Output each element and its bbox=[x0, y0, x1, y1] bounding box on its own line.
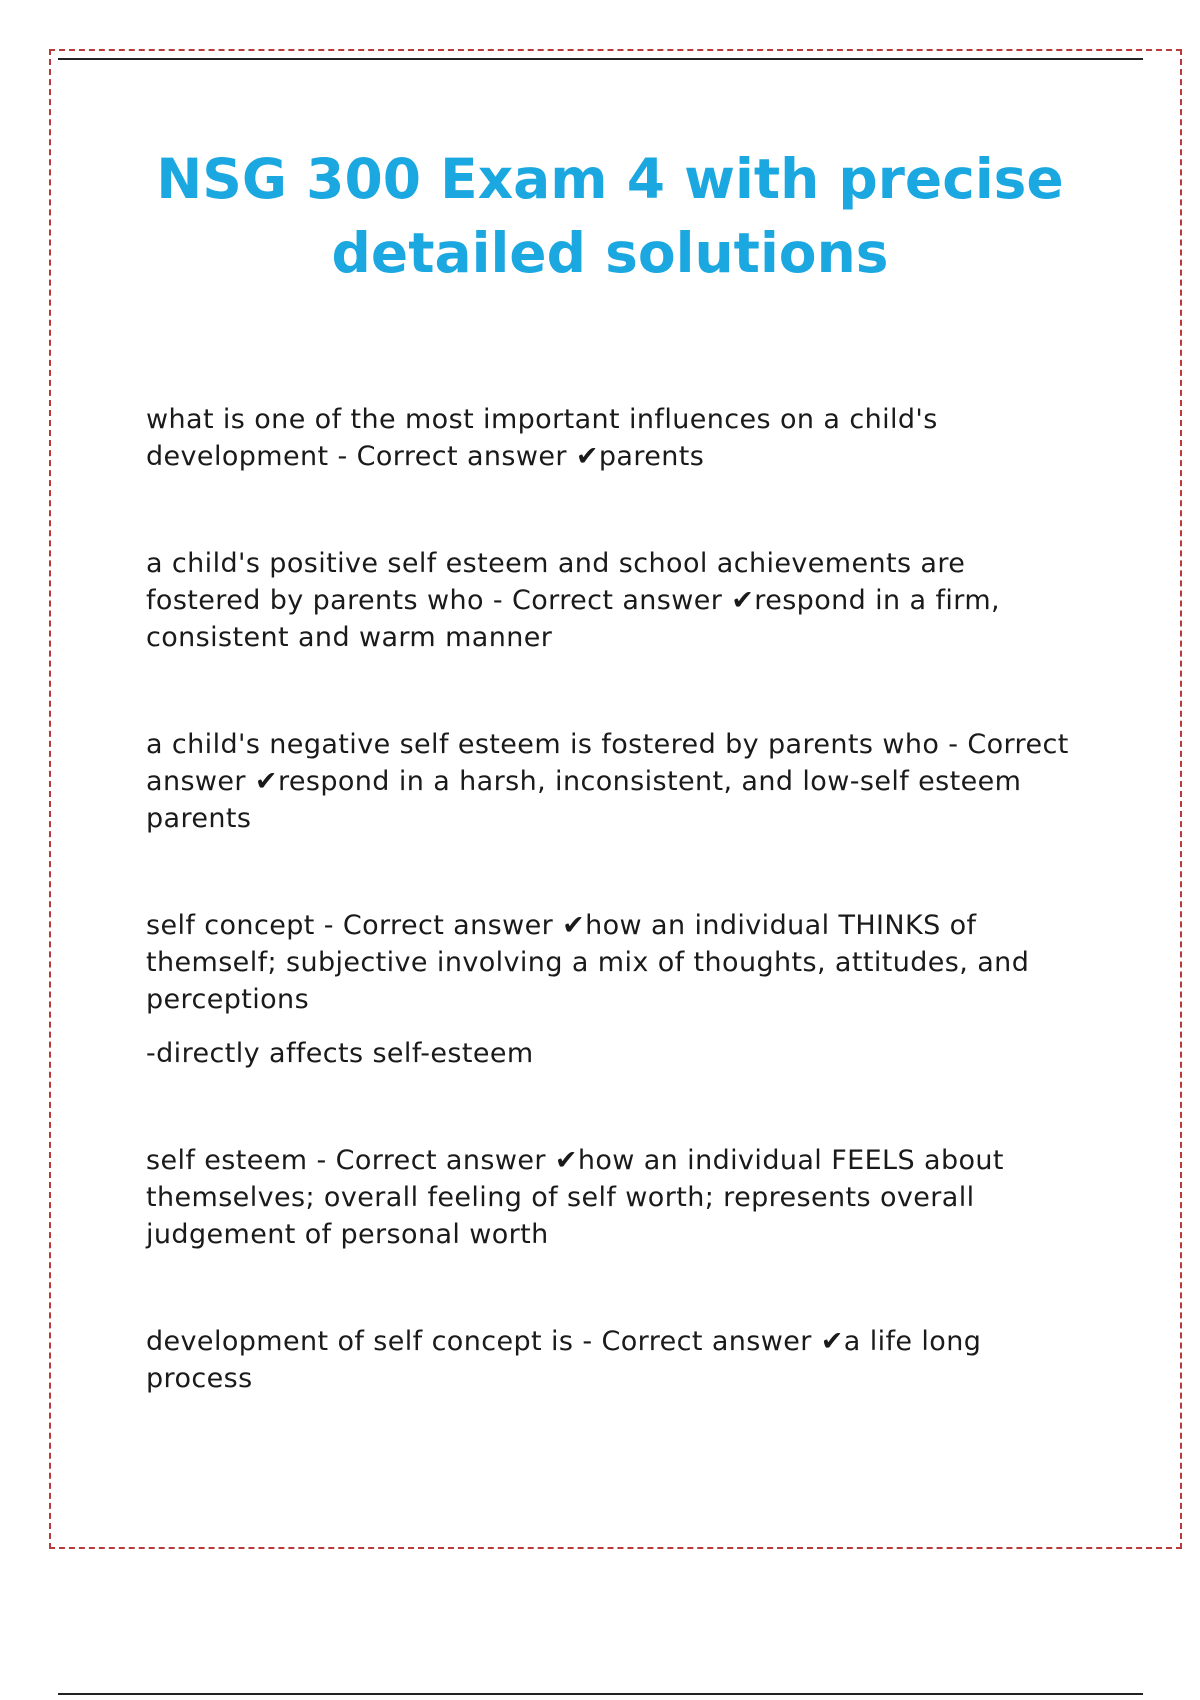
question-text: what is one of the most important influences on a child's development bbox=[146, 404, 938, 472]
answer-text: how an individual THINKS of themself; subjective involving a mix of thoughts, attitudes, and perceptions bbox=[146, 910, 1030, 1015]
answer-prefix: Correct answer bbox=[356, 441, 567, 472]
answer-prefix: Correct answer bbox=[512, 585, 723, 616]
checkmark-icon: ✔ bbox=[820, 1326, 844, 1357]
answer-note: -directly affects self-esteem bbox=[146, 1038, 534, 1069]
qa-item bbox=[146, 907, 1086, 1072]
qa-text: self concept - Correct answer ✔how an individual THINKS of themself; subjective involving a mix of thoughts, attitudes, and perceptions bbox=[146, 910, 1030, 1015]
checkmark-icon: ✔ bbox=[575, 441, 599, 472]
qa-text: a child's negative self esteem is fostered by parents who - Correct answer ✔respond in a harsh, inconsistent, and low-self esteem parents bbox=[146, 729, 1069, 834]
checkmark-icon: ✔ bbox=[731, 585, 755, 616]
qa-item bbox=[146, 545, 1086, 656]
checkmark-icon: ✔ bbox=[254, 766, 278, 797]
answer-prefix: Correct answer bbox=[146, 729, 1069, 797]
answer-text: a life long process bbox=[146, 1326, 982, 1394]
answer-prefix: Correct answer bbox=[342, 910, 554, 941]
document-title: NSG 300 Exam 4 with precise detailed solutions bbox=[156, 147, 1064, 285]
qa-item bbox=[146, 1142, 1086, 1253]
qa-item bbox=[146, 401, 1086, 475]
qa-text: what is one of the most important influences on a child's development - Correct answer ✔parents bbox=[146, 404, 938, 472]
top-rule bbox=[58, 58, 1143, 60]
question-text: self concept bbox=[146, 910, 315, 941]
qa-text: a child's positive self esteem and school achievements are fostered by parents who - Correct answer ✔respond in a firm, consistent and warm manner bbox=[146, 548, 1000, 653]
answer-text: parents bbox=[598, 441, 705, 472]
checkmark-icon: ✔ bbox=[554, 1145, 578, 1176]
question-text: development of self concept is bbox=[146, 1326, 574, 1357]
answer-text: respond in a firm, consistent and warm manner bbox=[146, 585, 1000, 653]
answer-prefix: Correct answer bbox=[601, 1326, 812, 1357]
qa-item bbox=[146, 726, 1086, 837]
qa-list bbox=[146, 401, 1086, 1467]
answer-text: respond in a harsh, inconsistent, and low-self esteem parents bbox=[146, 766, 1022, 834]
qa-item bbox=[146, 1323, 1086, 1397]
qa-text: development of self concept is - Correct answer ✔a life long process bbox=[146, 1326, 982, 1394]
answer-prefix: Correct answer bbox=[335, 1145, 546, 1176]
question-text: a child's negative self esteem is fostered by parents who bbox=[146, 729, 940, 760]
question-text: a child's positive self esteem and school achievements are fostered by parents who bbox=[146, 548, 966, 616]
question-text: self esteem bbox=[146, 1145, 308, 1176]
bottom-rule bbox=[58, 1693, 1143, 1695]
qa-text: self esteem - Correct answer ✔how an individual FEELS about themselves; overall feeling of self worth; represents overall judgement of personal worth bbox=[146, 1145, 1004, 1250]
checkmark-icon: ✔ bbox=[562, 910, 586, 941]
answer-text: how an individual FEELS about themselves; overall feeling of self worth; represents overall judgement of personal worth bbox=[146, 1145, 1004, 1250]
